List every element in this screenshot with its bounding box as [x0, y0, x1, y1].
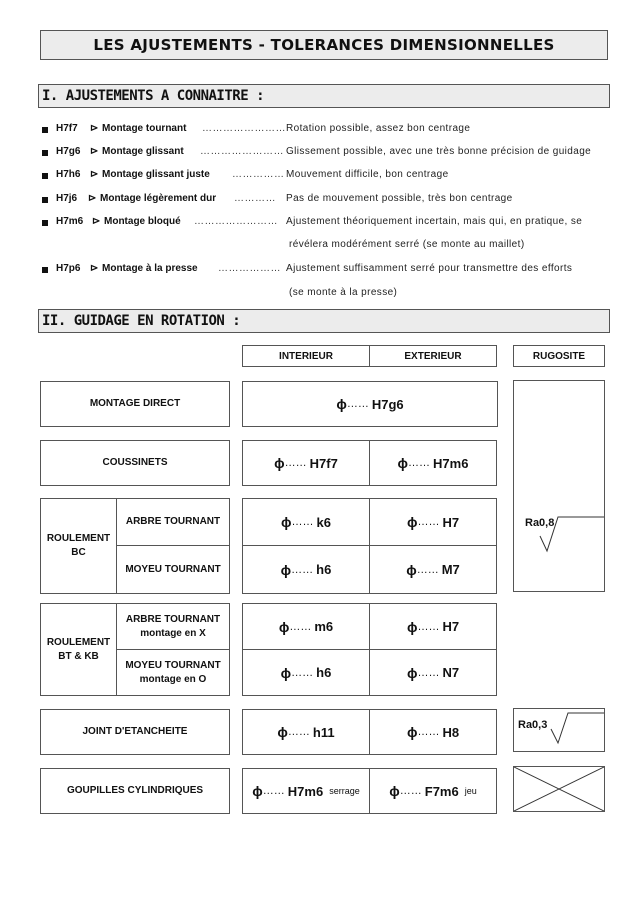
phi-symbol: ɸ	[277, 724, 288, 740]
phi-symbol: ɸ	[389, 783, 400, 799]
roughness-symbol-icon	[514, 709, 604, 751]
fit-code: H7m6	[56, 216, 84, 227]
fit-desc-continued: (se monte à la presse)	[289, 287, 398, 298]
label-arbre-tournant: ARBRE TOURNANT	[116, 498, 230, 546]
bullet-icon	[42, 267, 48, 273]
tolerance-value: H7m6	[433, 455, 469, 471]
dots: ……	[346, 398, 369, 410]
fit-row	[42, 169, 622, 185]
fit-code: H7f7	[56, 123, 78, 134]
arrow-icon: ⊳	[90, 123, 99, 134]
bullet-icon	[42, 197, 48, 203]
label-arbre-tournant-x	[116, 603, 230, 650]
moyeu-label: MOYEU TOURNANT	[125, 659, 221, 671]
roulement-type: BC	[71, 547, 86, 558]
tolerance-value: h11	[312, 724, 335, 740]
fit-dots: ……………………	[194, 216, 278, 227]
fit-dots: ……………	[232, 169, 285, 180]
tolerance-goupilles-int	[242, 768, 370, 814]
ra-value: Ra0,3	[518, 719, 548, 731]
label-roulement-bc	[40, 498, 117, 594]
roulement-type: BT & KB	[58, 650, 99, 662]
dots: ……	[417, 666, 440, 679]
arrow-icon: ⊳	[90, 146, 99, 157]
dots: ……	[287, 726, 310, 738]
tolerance-value: F7m6	[424, 783, 459, 799]
fit-note: jeu	[464, 786, 477, 796]
fit-row	[42, 263, 622, 279]
fit-desc: Glissement possible, avec une très bonne précision de guidage	[286, 146, 592, 157]
dots: ……	[417, 620, 440, 633]
bullet-icon	[42, 220, 48, 226]
tolerance-value: h6	[316, 562, 332, 577]
fit-code: H7h6	[56, 169, 81, 180]
fit-desc: Ajustement théoriquement incertain, mais qui, en pratique, se	[286, 216, 583, 227]
fit-row	[42, 193, 622, 209]
fit-desc: Ajustement suffisamment serré pour transmettre des efforts	[286, 263, 573, 274]
phi-symbol: ɸ	[406, 561, 417, 578]
bullet-icon	[42, 173, 48, 179]
phi-symbol: ɸ	[336, 396, 347, 412]
dots: ……	[291, 516, 314, 528]
tolerance-bc-moyeu-int	[242, 545, 370, 594]
phi-symbol: ɸ	[278, 618, 290, 635]
arrow-icon: ⊳	[90, 263, 99, 274]
label-coussinets: COUSSINETS	[40, 440, 230, 486]
montage-type: montage en X	[140, 627, 206, 639]
fit-mode: Montage à la presse	[102, 263, 198, 274]
fit-mode: Montage tournant	[102, 123, 187, 134]
tolerance-value: k6	[316, 514, 331, 530]
dots: ……	[417, 726, 440, 738]
label-moyeu-tournant: MOYEU TOURNANT	[116, 545, 230, 594]
dots: ……	[417, 516, 440, 528]
fit-dots: ………………	[218, 263, 281, 274]
montage-type: montage en O	[139, 673, 207, 685]
tolerance-coussinets-int	[242, 440, 370, 486]
tolerance-bt-moyeu-ext	[369, 649, 497, 696]
dots: ……	[289, 620, 312, 633]
fit-desc-continued: révélera modérément serré (se monte au maillet)	[289, 239, 525, 250]
label-montage-direct: MONTAGE DIRECT	[40, 381, 230, 427]
phi-symbol: ɸ	[406, 724, 418, 740]
tolerance-value: H7f7	[309, 455, 338, 471]
fit-mode: Montage glissant juste	[102, 169, 210, 180]
dots: ……	[291, 666, 314, 679]
tolerance-value: m6	[314, 619, 334, 634]
dots: ……	[262, 785, 285, 797]
phi-symbol: ɸ	[280, 664, 292, 681]
phi-symbol: ɸ	[406, 514, 418, 530]
phi-symbol: ɸ	[280, 561, 292, 578]
fit-dots: ……………………	[200, 146, 284, 157]
fit-mode: Montage glissant	[102, 146, 184, 157]
dots: ……	[284, 457, 307, 469]
fit-row	[42, 123, 622, 139]
tolerance-coussinets-ext	[369, 440, 497, 486]
fit-mode: Montage légèrement dur	[100, 193, 217, 204]
header-rugosite: RUGOSITE	[513, 345, 605, 367]
section-1-heading: I. AJUSTEMENTS A CONNAITRE :	[38, 84, 610, 108]
tolerance-bt-moyeu-int	[242, 649, 370, 696]
fit-code: H7j6	[56, 193, 78, 204]
rugosite-cell-crossed	[513, 766, 605, 812]
arrow-icon: ⊳	[92, 216, 101, 227]
fit-desc: Pas de mouvement possible, très bon centrage	[286, 193, 513, 204]
label-moyeu-tournant-o	[116, 649, 230, 696]
bullet-icon	[42, 127, 48, 133]
phi-symbol: ɸ	[406, 618, 418, 635]
page-title: LES AJUSTEMENTS - TOLERANCES DIMENSIONNELLES	[40, 30, 608, 60]
fit-desc: Mouvement difficile, bon centrage	[286, 169, 449, 180]
rugosite-cell-2	[513, 708, 605, 752]
roulement-label: ROULEMENT	[46, 533, 111, 544]
phi-symbol: ɸ	[406, 664, 418, 681]
fit-note: serrage	[329, 786, 360, 796]
bullet-icon	[42, 150, 48, 156]
fit-row	[42, 216, 622, 232]
section-2-heading: II. GUIDAGE EN ROTATION :	[38, 309, 610, 333]
tolerance-value: M7	[441, 562, 460, 577]
fit-code: H7g6	[56, 146, 81, 157]
header-exterieur: EXTERIEUR	[369, 345, 497, 367]
tolerance-value: H7g6	[371, 396, 404, 412]
tolerance-value: H8	[442, 724, 460, 740]
tolerance-bc-arbre-ext	[369, 498, 497, 546]
header-interieur: INTERIEUR	[242, 345, 370, 367]
cross-icon	[514, 767, 604, 811]
label-goupilles: GOUPILLES CYLINDRIQUES	[40, 768, 230, 814]
arbre-label: ARBRE TOURNANT	[125, 613, 221, 625]
tolerance-value: H7m6	[287, 783, 324, 799]
rugosite-cell-1	[513, 380, 605, 592]
phi-symbol: ɸ	[281, 514, 292, 530]
label-joint-etancheite: JOINT D'ETANCHEITE	[40, 709, 230, 755]
tolerance-bt-arbre-ext	[369, 603, 497, 650]
arrow-icon: ⊳	[90, 169, 99, 180]
label-roulement-bt-kb	[40, 603, 117, 696]
arrow-icon: ⊳	[88, 193, 97, 204]
phi-symbol: ɸ	[397, 455, 409, 471]
tolerance-bt-arbre-int	[242, 603, 370, 650]
phi-symbol: ɸ	[252, 783, 263, 799]
tolerance-montage-direct	[242, 381, 498, 427]
tolerance-bc-moyeu-ext	[369, 545, 497, 594]
tolerance-joint-int	[242, 709, 370, 755]
fit-row	[42, 146, 622, 162]
tolerance-bc-arbre-int	[242, 498, 370, 546]
tolerance-value: h6	[316, 665, 332, 680]
tolerance-value: H7	[442, 514, 460, 530]
phi-symbol: ɸ	[274, 455, 285, 471]
tolerance-value: N7	[442, 665, 460, 680]
tolerance-joint-ext	[369, 709, 497, 755]
fit-code: H7p6	[56, 263, 81, 274]
dots: ……	[291, 563, 314, 576]
fit-desc: Rotation possible, assez bon centrage	[286, 123, 471, 134]
roulement-label: ROULEMENT	[46, 636, 111, 648]
tolerance-value: H7	[442, 619, 460, 634]
fit-mode: Montage bloqué	[104, 216, 181, 227]
roughness-symbol-icon	[514, 381, 604, 591]
dots: ……	[408, 457, 431, 469]
fit-dots: …………	[234, 193, 276, 204]
fit-dots: ……………………	[202, 123, 286, 134]
dots: ……	[416, 563, 439, 576]
ra-value: Ra0,8	[525, 517, 555, 529]
dots: ……	[399, 785, 422, 797]
tolerance-goupilles-ext	[369, 768, 497, 814]
